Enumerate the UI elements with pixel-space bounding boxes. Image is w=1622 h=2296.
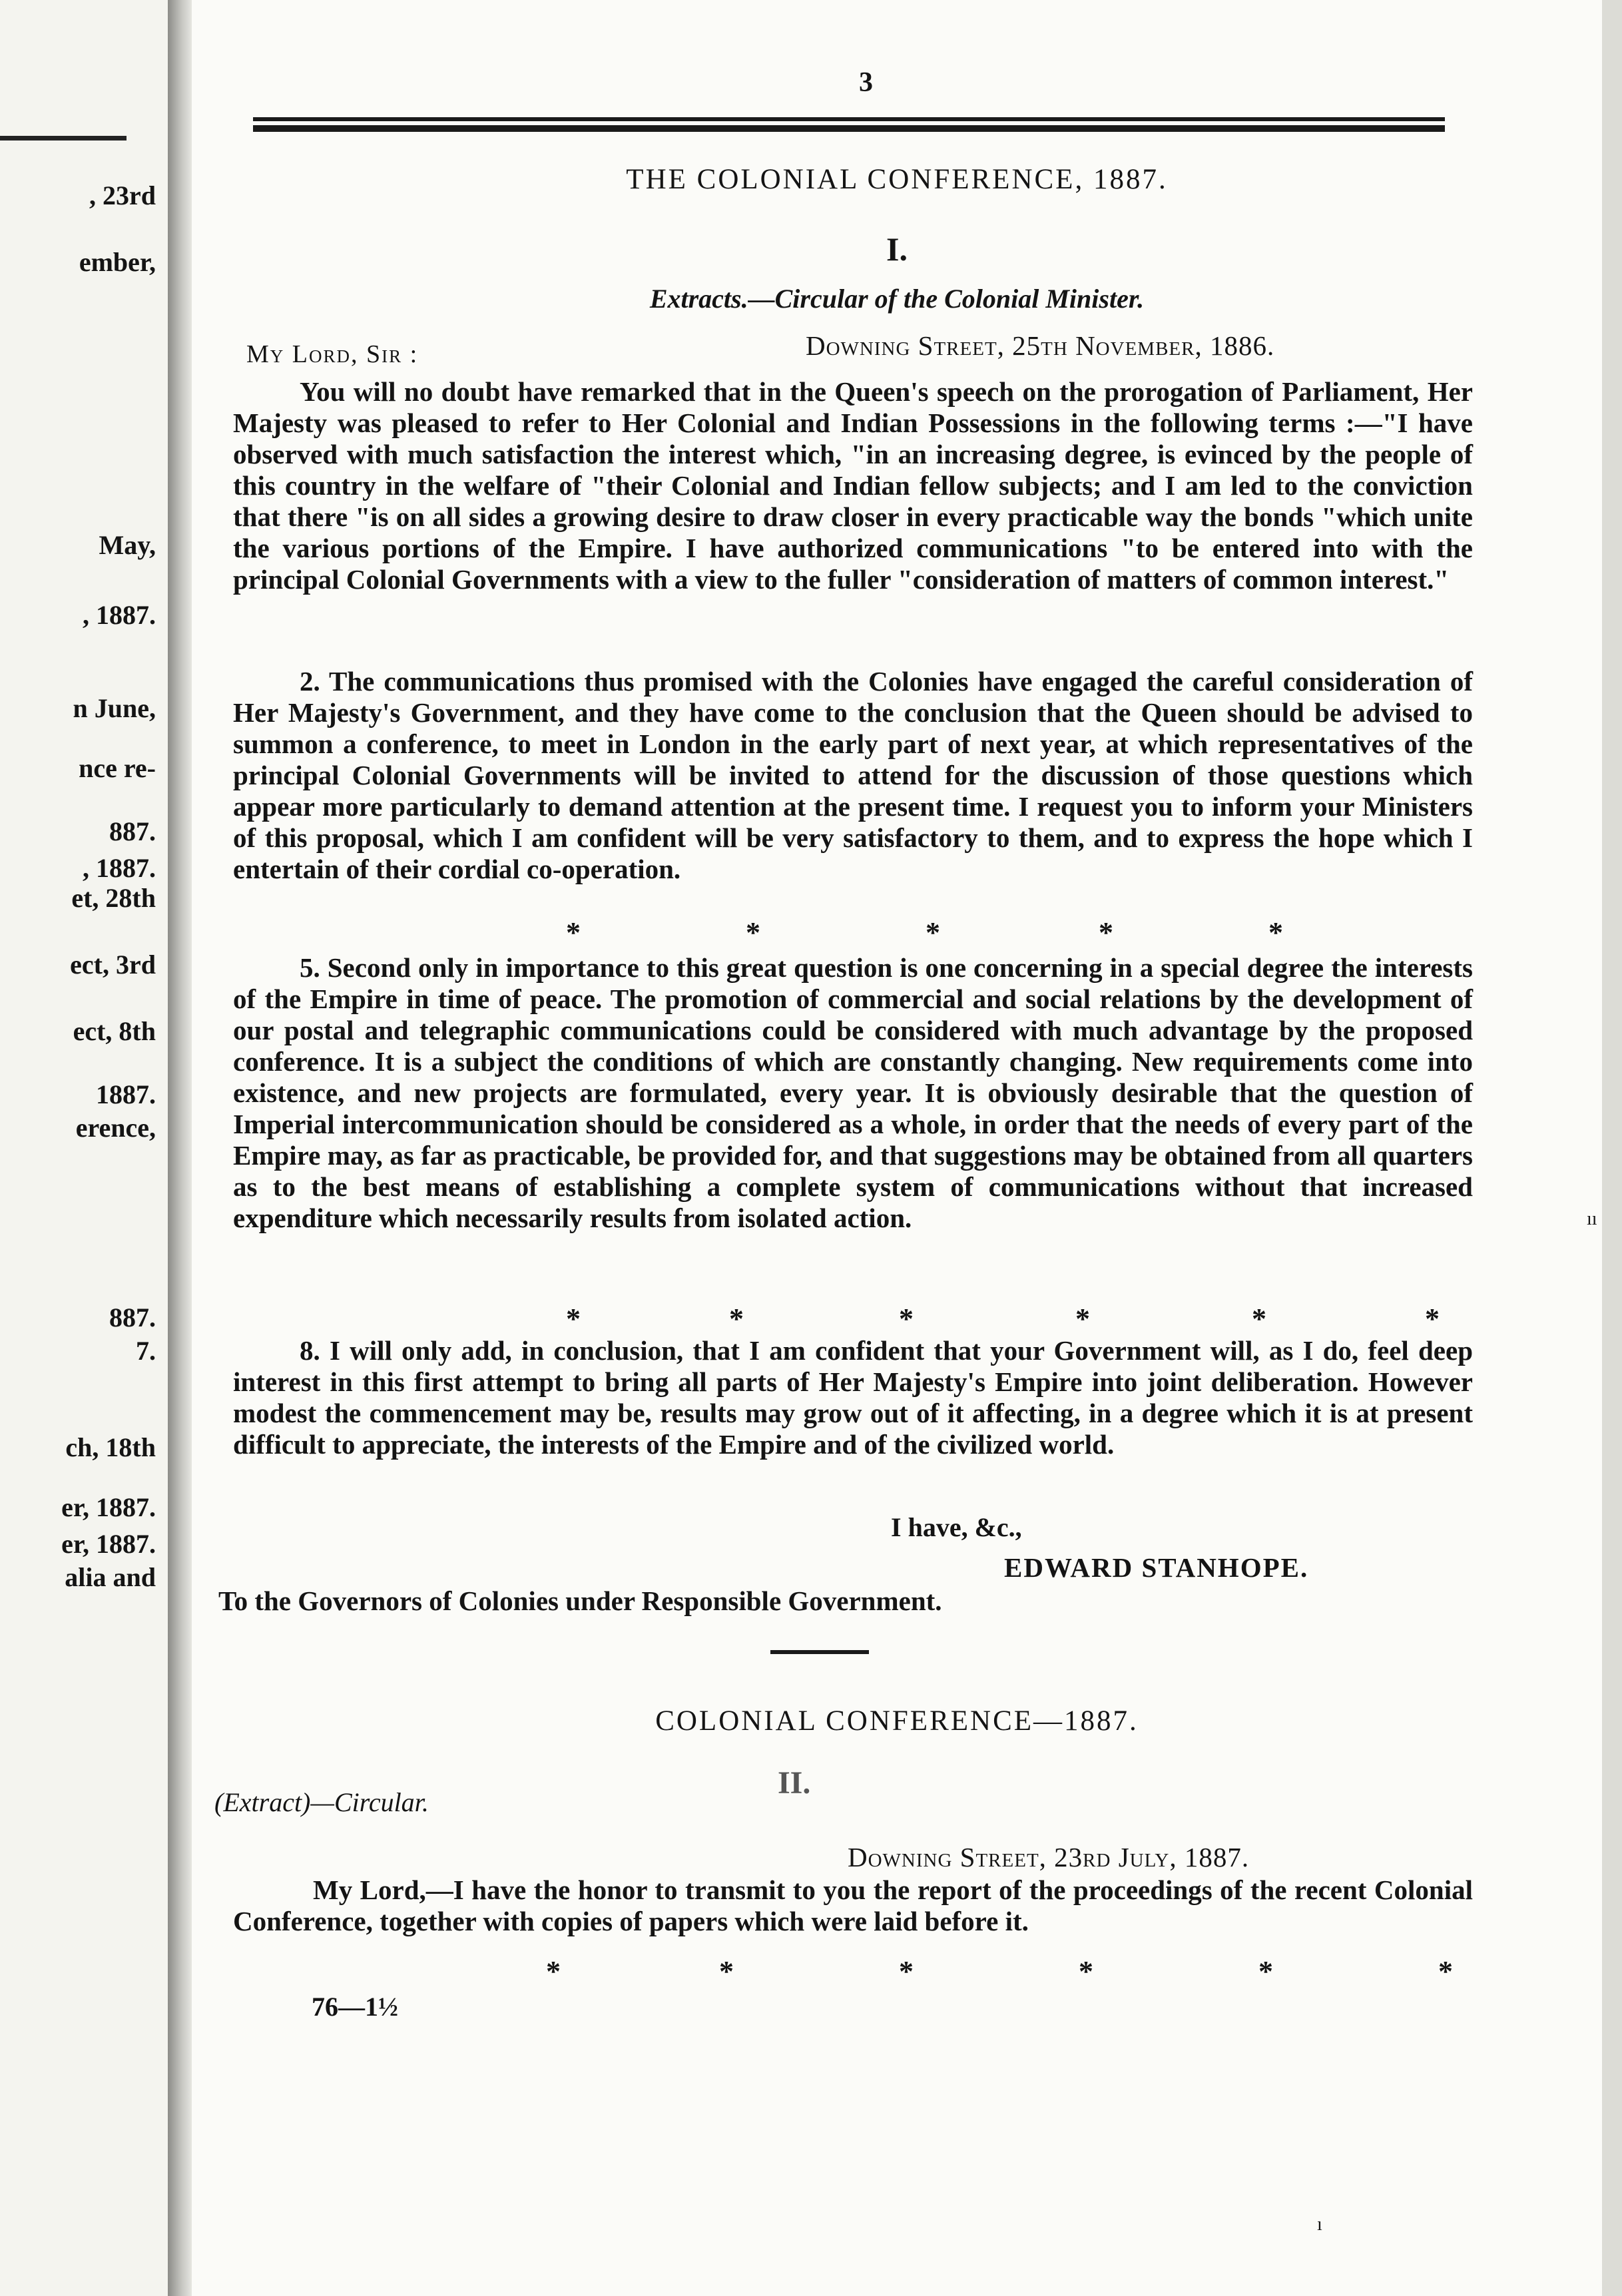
asterisk: * bbox=[729, 1302, 744, 1335]
left-fragment: et, 28th bbox=[71, 883, 156, 913]
section-numeral: I. bbox=[886, 230, 908, 268]
section-two-dateline: Downing Street, 23rd July, 1887. bbox=[848, 1842, 1250, 1872]
asterisk: * bbox=[1075, 1302, 1090, 1335]
left-fragment: er, 1887. bbox=[61, 1492, 156, 1522]
asterisk: * bbox=[746, 916, 760, 949]
document-page bbox=[192, 0, 1602, 2296]
paragraph-8: 8. I will only add, in conclusion, that I am confident that your Government will, as I do, feel deep interest in this first attempt to bring all parts of Her Majesty's Empire into joint deliberation. However modest the commencement may be, results may grow out of it affecting, in a degree which it is at present difficult to appreciate, the interests of the Empire and of the civilized world. bbox=[233, 1335, 1473, 1460]
document-title: THE COLONIAL CONFERENCE, 1887. bbox=[626, 164, 1168, 195]
previous-page-rule bbox=[0, 136, 127, 141]
left-fragment: , 1887. bbox=[83, 853, 156, 883]
asterisk: * bbox=[1099, 916, 1113, 949]
section-subtitle: Extracts.—Circular of the Colonial Minister. bbox=[649, 284, 1145, 314]
signature: EDWARD STANHOPE. bbox=[1004, 1552, 1309, 1583]
salutation: My Lord, Sir : bbox=[246, 340, 419, 368]
paragraph-1: You will no doubt have remarked that in the Queen's speech on the prorogation of Parliament, Her Majesty was pleased to refer to Her Colonial and Indian Possessions in the following terms :—"I have observed with much satisfaction the interest which, "in an increasing degree, is evinced by the people of this country in the welfare of "their Colonial and Indian fellow subjects; and I am led to the conviction that there "is on all sides a growing desire to draw closer in every practicable way the bonds "which unite the various portions of the Empire. I have authorized communications "to be entered into with the principal Colonial Governments with a view to the fuller "consideration of matters of common interest." bbox=[233, 376, 1473, 595]
section-two-numeral: II. bbox=[778, 1765, 811, 1801]
asterisk: * bbox=[1425, 1302, 1440, 1335]
header-rule-bottom bbox=[253, 125, 1445, 132]
left-fragment: ember, bbox=[79, 247, 156, 277]
left-fragment: erence, bbox=[75, 1113, 156, 1143]
asterisk: * bbox=[899, 1302, 914, 1335]
left-fragment: 7. bbox=[136, 1336, 156, 1366]
previous-page-edge bbox=[0, 0, 168, 2296]
asterisk: * bbox=[926, 916, 940, 949]
left-fragment: , 23rd bbox=[89, 180, 156, 210]
left-fragment: 1887. bbox=[96, 1079, 156, 1109]
left-fragment: nce re- bbox=[79, 753, 156, 783]
book-gutter bbox=[168, 0, 192, 2296]
paragraph-2: 2. The communications thus promised with the Colonies have engaged the careful consideration of Her Majesty's Government, and they have come to the conclusion that the Queen should be advised to summon a conference, to meet in London in the early part of next year, at which representatives of the principal Colonial Governments will be invited to attend for the discussion of those questions which appear more particularly to demand attention at the present time. I request you to inform your Ministers of this proposal, which I am confident will be very satisfactory to them, and to express the hope which I entertain of their cordial co-operation. bbox=[233, 666, 1473, 884]
header-rule-top bbox=[253, 117, 1445, 121]
asterisk: * bbox=[1258, 1955, 1273, 1988]
margin-mark: ıı bbox=[1587, 1209, 1597, 1229]
closing: I have, &c., bbox=[891, 1512, 1022, 1542]
margin-mark: ı bbox=[1317, 2214, 1322, 2235]
left-fragment: 887. bbox=[109, 1302, 156, 1332]
dateline: Downing Street, 25th November, 1886. bbox=[806, 330, 1275, 361]
extract-label: (Extract)—Circular. bbox=[214, 1787, 429, 1817]
left-fragment: ch, 18th bbox=[65, 1432, 156, 1462]
asterisk: * bbox=[566, 916, 581, 949]
section-divider bbox=[770, 1650, 869, 1654]
addressee: To the Governors of Colonies under Responsible Government. bbox=[218, 1585, 942, 1616]
footer-number: 76—1½ bbox=[312, 1992, 398, 2022]
asterisk: * bbox=[566, 1302, 581, 1335]
asterism bbox=[233, 1302, 1473, 1335]
asterisk: * bbox=[546, 1955, 561, 1988]
page-number: 3 bbox=[859, 67, 873, 98]
asterisk: * bbox=[1252, 1302, 1266, 1335]
left-fragment: ect, 8th bbox=[73, 1016, 156, 1046]
left-fragment: , 1887. bbox=[83, 600, 156, 630]
section-two-paragraph: My Lord,—I have the honor to transmit to you the report of the proceedings of the recent Colonial Conference, together with copies of papers which were laid before it. bbox=[233, 1874, 1473, 1936]
asterisk: * bbox=[1268, 916, 1283, 949]
left-fragment: ect, 3rd bbox=[70, 950, 156, 980]
asterisk: * bbox=[899, 1955, 914, 1988]
left-fragment: May, bbox=[99, 530, 156, 560]
asterism bbox=[233, 1954, 1473, 1988]
paragraph-5: 5. Second only in importance to this great question is one concerning in a special degree the interests of the Empire in time of peace. The promotion of commercial and social relations by the development of our postal and telegraphic communications could be considered with much advantage by the proposed conference. It is a subject the conditions of which are constantly changing. New requirements come into existence, and new projects are formulated, every year. It is obviously desirable that the question of Imperial intercommunication should be considered as a whole, in order that the needs of every part of the Empire may, as far as practicable, be provided for, and that suggestions may be obtained from all quarters as to the best means of establishing a complete system of communications without that increased expenditure which necessarily results from isolated action. bbox=[233, 952, 1473, 1233]
scan-border bbox=[1602, 0, 1622, 2296]
left-fragment: 887. bbox=[109, 816, 156, 846]
asterisk: * bbox=[1438, 1955, 1453, 1988]
asterisk: * bbox=[719, 1955, 734, 1988]
left-fragment: n June, bbox=[73, 693, 156, 723]
left-fragment: alia and bbox=[65, 1562, 156, 1592]
left-fragment: er, 1887. bbox=[61, 1529, 156, 1559]
asterism bbox=[233, 916, 1473, 949]
section-two-title: COLONIAL CONFERENCE—1887. bbox=[655, 1705, 1139, 1737]
asterisk: * bbox=[1079, 1955, 1093, 1988]
